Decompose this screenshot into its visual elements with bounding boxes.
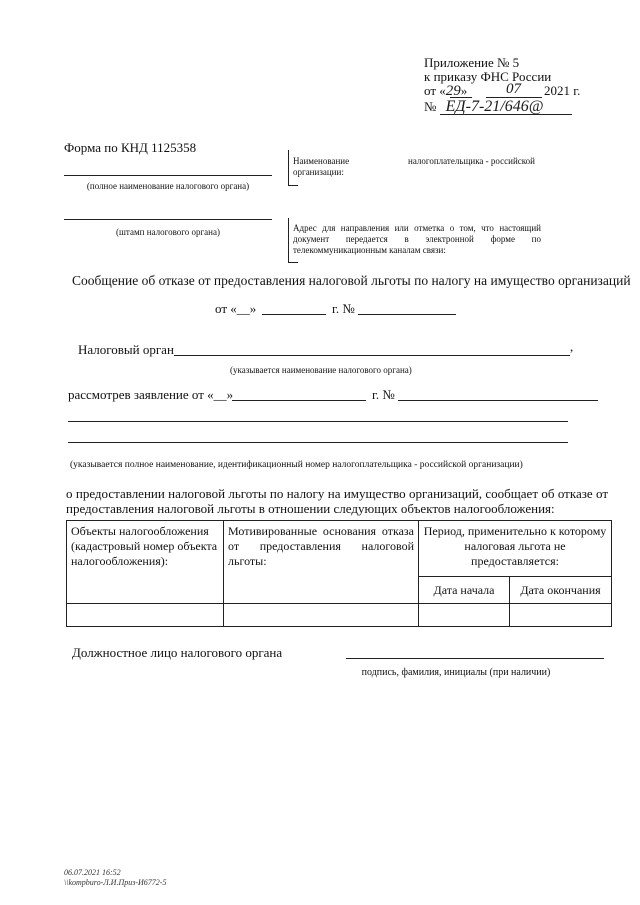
name-bracket-left <box>288 150 289 185</box>
application-number-line <box>398 400 598 401</box>
appendix-date-prefix: от « <box>424 83 446 98</box>
table-cell-reasons <box>224 604 419 627</box>
table-header-reasons: Мотивированные основания отказа от предоставления налоговой льготы: <box>224 521 419 604</box>
appendix-month: 07 <box>506 81 521 97</box>
taxpayer-caption: (указывается полное наименование, идентификационный номер налогоплательщика - российской организации) <box>70 460 523 470</box>
authority-comma: , <box>570 339 574 354</box>
table-header-start-date: Дата начала <box>419 577 510 604</box>
objects-table <box>66 520 612 627</box>
authority-caption: (указывается наименование налогового органа) <box>230 365 412 375</box>
official-label: Должностное лицо налогового органа <box>72 645 283 660</box>
table-header-period: Период, применительно к которому налоговая льгота не предоставляется: <box>419 521 612 577</box>
taxpayer-name-label-a: Наименование <box>293 156 350 166</box>
appendix-number-value: ЕД-7-21/646@ <box>445 98 544 115</box>
footer-timestamp: 06.07.2021 16:52 <box>64 868 121 877</box>
taxpayer-name-label-b: налогоплательщика - российской <box>408 156 535 166</box>
appendix-order: к приказу ФНС России <box>424 69 552 84</box>
org-name-caption: (полное наименование налогового органа) <box>86 181 250 191</box>
appendix-day-close: » <box>460 83 468 98</box>
refusal-paragraph: о предоставлении налоговой льготы по налогу на имущество организаций, сообщает об отказе от предоставления налоговой льготы в отношении следующих объектов налогообложения: <box>66 486 608 516</box>
message-date-line <box>262 314 326 315</box>
name-bracket-bottom <box>288 185 298 186</box>
message-number-label: г. № <box>332 301 355 316</box>
table-header-end-date: Дата окончания <box>510 577 612 604</box>
message-number-line <box>358 314 456 315</box>
org-name-line <box>64 175 272 176</box>
taxpayer-line-2 <box>68 442 568 443</box>
application-label: рассмотрев заявление от «__» <box>68 387 234 402</box>
stamp-line <box>64 219 272 220</box>
stamp-caption: (штамп налогового органа) <box>116 227 220 237</box>
table-row <box>67 604 612 627</box>
appendix-day: 29 <box>445 83 461 99</box>
table-header-objects: Объекты налогообложения (кадастровый номер объекта налогообложения): <box>67 521 224 604</box>
authority-line <box>174 355 570 356</box>
table-cell-objects <box>67 604 224 627</box>
message-date-label: от «__» <box>215 301 257 316</box>
number-underline <box>440 114 572 115</box>
appendix-number: Приложение № 5 <box>424 55 520 70</box>
official-caption: подпись, фамилия, инициалы (при наличии) <box>361 667 551 678</box>
address-label: Адрес для направления или отметка о том, что настоящий документ передается в электронной форме по телекоммуникационным каналам связи: <box>293 223 541 255</box>
taxpayer-line-1 <box>68 421 568 422</box>
official-signature-line <box>346 658 604 659</box>
application-number-label: г. № <box>372 387 395 402</box>
appendix-year: 2021 г. <box>544 83 581 98</box>
authority-label: Налоговый орган <box>78 342 174 357</box>
document-title: Сообщение об отказе от предоставления налоговой льготы по налогу на имущество организаций <box>72 273 631 288</box>
table-cell-end-date <box>510 604 612 627</box>
address-bracket-left <box>288 218 289 262</box>
application-date-line <box>232 400 366 401</box>
footer-file-path: \\kompburo-Л.И.Приз-И6772-5 <box>64 878 167 887</box>
table-cell-start-date <box>419 604 510 627</box>
appendix-number-prefix: № <box>424 99 437 114</box>
taxpayer-name-label-c: организации: <box>293 167 344 177</box>
address-bracket-bottom <box>288 262 298 263</box>
form-code: Форма по КНД 1125358 <box>64 140 197 155</box>
